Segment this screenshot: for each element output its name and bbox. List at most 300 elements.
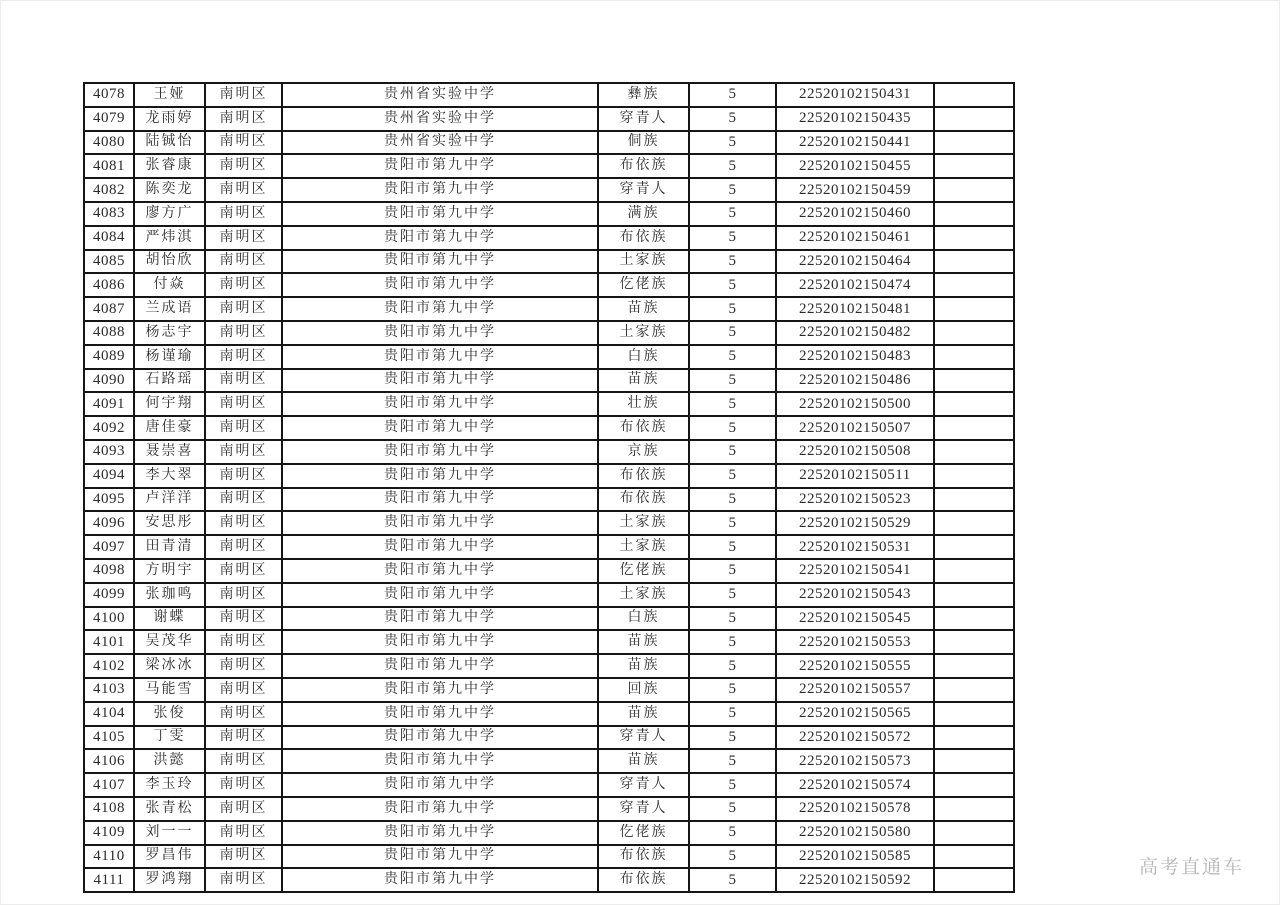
table-cell: 南明区 <box>205 488 282 512</box>
table-cell: 4085 <box>84 250 134 274</box>
table-cell: 贵阳市第九中学 <box>282 726 598 750</box>
table-cell: 安思彤 <box>134 511 205 535</box>
table-row <box>84 607 1014 631</box>
table-cell: 4081 <box>84 154 134 178</box>
table-cell: 布依族 <box>598 154 689 178</box>
table-cell <box>934 630 1014 654</box>
table-row <box>84 83 1014 107</box>
table-cell: 廖方广 <box>134 202 205 226</box>
table-cell: 贵阳市第九中学 <box>282 488 598 512</box>
table-row <box>84 868 1014 892</box>
table-row <box>84 630 1014 654</box>
table-cell: 5 <box>689 107 776 131</box>
table-cell: 梁冰冰 <box>134 654 205 678</box>
table-cell: 5 <box>689 583 776 607</box>
table-cell: 杨志宇 <box>134 321 205 345</box>
table-cell <box>934 654 1014 678</box>
table-cell: 22520102150531 <box>776 535 934 559</box>
table-cell: 贵阳市第九中学 <box>282 559 598 583</box>
table-cell: 4078 <box>84 83 134 107</box>
table-cell: 22520102150573 <box>776 749 934 773</box>
table-cell: 贵阳市第九中学 <box>282 226 598 250</box>
table-cell: 苗族 <box>598 654 689 678</box>
table-cell: 贵阳市第九中学 <box>282 535 598 559</box>
table-cell: 4095 <box>84 488 134 512</box>
table-cell: 4091 <box>84 392 134 416</box>
table-cell: 穿青人 <box>598 178 689 202</box>
table-cell: 贵州省实验中学 <box>282 83 598 107</box>
table-cell: 南明区 <box>205 773 282 797</box>
table-cell: 5 <box>689 250 776 274</box>
table-cell: 5 <box>689 868 776 892</box>
table-cell: 22520102150460 <box>776 202 934 226</box>
table-cell: 5 <box>689 511 776 535</box>
table-cell <box>934 178 1014 202</box>
table-cell: 贵阳市第九中学 <box>282 369 598 393</box>
table-cell: 丁雯 <box>134 726 205 750</box>
table-cell: 22520102150474 <box>776 273 934 297</box>
table-cell: 付焱 <box>134 273 205 297</box>
table-cell <box>934 392 1014 416</box>
table-cell: 贵阳市第九中学 <box>282 250 598 274</box>
table-cell: 4105 <box>84 726 134 750</box>
table-row <box>84 107 1014 131</box>
table-cell: 刘一一 <box>134 821 205 845</box>
table-cell: 4104 <box>84 702 134 726</box>
table-cell <box>934 416 1014 440</box>
table-cell: 南明区 <box>205 607 282 631</box>
table-cell: 22520102150464 <box>776 250 934 274</box>
table-cell: 马能雪 <box>134 678 205 702</box>
table-cell: 5 <box>689 821 776 845</box>
table-cell <box>934 749 1014 773</box>
table-cell: 仡佬族 <box>598 273 689 297</box>
table-cell: 贵阳市第九中学 <box>282 297 598 321</box>
table-cell: 贵阳市第九中学 <box>282 202 598 226</box>
table-cell: 22520102150555 <box>776 654 934 678</box>
table-cell: 谢蝶 <box>134 607 205 631</box>
table-cell: 南明区 <box>205 250 282 274</box>
table-cell: 22520102150572 <box>776 726 934 750</box>
table-row <box>84 821 1014 845</box>
table-cell: 贵阳市第九中学 <box>282 392 598 416</box>
table-cell: 南明区 <box>205 511 282 535</box>
table-cell: 贵阳市第九中学 <box>282 511 598 535</box>
table-cell: 5 <box>689 226 776 250</box>
table-cell: 南明区 <box>205 845 282 869</box>
table-cell: 4110 <box>84 845 134 869</box>
table-cell: 5 <box>689 845 776 869</box>
table-row <box>84 654 1014 678</box>
table-cell <box>934 797 1014 821</box>
table-cell: 穿青人 <box>598 726 689 750</box>
table-cell: 南明区 <box>205 630 282 654</box>
table-cell: 5 <box>689 369 776 393</box>
table-cell <box>934 273 1014 297</box>
table-cell: 5 <box>689 535 776 559</box>
table-cell: 22520102150529 <box>776 511 934 535</box>
table-cell: 贵州省实验中学 <box>282 107 598 131</box>
table-cell: 布依族 <box>598 868 689 892</box>
table-cell: 22520102150565 <box>776 702 934 726</box>
table-cell: 5 <box>689 488 776 512</box>
table-row <box>84 845 1014 869</box>
table-cell: 5 <box>689 345 776 369</box>
table-cell: 张俊 <box>134 702 205 726</box>
table-cell: 南明区 <box>205 702 282 726</box>
table-cell: 5 <box>689 702 776 726</box>
table-cell: 南明区 <box>205 583 282 607</box>
table-cell: 贵阳市第九中学 <box>282 773 598 797</box>
table-row <box>84 131 1014 155</box>
table-cell: 4102 <box>84 654 134 678</box>
table-row <box>84 416 1014 440</box>
table-cell: 南明区 <box>205 107 282 131</box>
table-row <box>84 535 1014 559</box>
table-cell: 22520102150483 <box>776 345 934 369</box>
table-cell: 22520102150507 <box>776 416 934 440</box>
table-cell: 5 <box>689 297 776 321</box>
student-table <box>83 82 1015 893</box>
table-cell: 罗昌伟 <box>134 845 205 869</box>
table-cell <box>934 226 1014 250</box>
table-cell: 4088 <box>84 321 134 345</box>
table-cell: 南明区 <box>205 369 282 393</box>
table-row <box>84 464 1014 488</box>
table-cell: 南明区 <box>205 345 282 369</box>
table-cell: 贵阳市第九中学 <box>282 845 598 869</box>
table-cell: 5 <box>689 797 776 821</box>
table-cell: 22520102150486 <box>776 369 934 393</box>
table-cell: 22520102150580 <box>776 821 934 845</box>
table-cell: 布依族 <box>598 464 689 488</box>
table-cell: 南明区 <box>205 321 282 345</box>
table-row <box>84 749 1014 773</box>
table-cell: 苗族 <box>598 749 689 773</box>
table-cell: 彝族 <box>598 83 689 107</box>
table-cell <box>934 297 1014 321</box>
table-row <box>84 726 1014 750</box>
table-cell <box>934 773 1014 797</box>
table-cell: 严炜淇 <box>134 226 205 250</box>
table-cell: 布依族 <box>598 226 689 250</box>
table-cell: 苗族 <box>598 630 689 654</box>
table-cell: 22520102150553 <box>776 630 934 654</box>
table-cell: 白族 <box>598 607 689 631</box>
table-cell: 何宇翔 <box>134 392 205 416</box>
table-cell: 4101 <box>84 630 134 654</box>
table-cell: 南明区 <box>205 726 282 750</box>
table-cell: 贵阳市第九中学 <box>282 654 598 678</box>
table-cell: 南明区 <box>205 83 282 107</box>
table-cell: 李玉玲 <box>134 773 205 797</box>
table-cell: 5 <box>689 749 776 773</box>
table-cell: 5 <box>689 202 776 226</box>
table-cell <box>934 559 1014 583</box>
table-cell: 22520102150541 <box>776 559 934 583</box>
table-cell <box>934 511 1014 535</box>
table-row <box>84 559 1014 583</box>
table-cell: 22520102150557 <box>776 678 934 702</box>
table-cell: 穿青人 <box>598 773 689 797</box>
table-cell: 4100 <box>84 607 134 631</box>
table-cell: 罗鸿翔 <box>134 868 205 892</box>
table-cell: 4083 <box>84 202 134 226</box>
table-cell: 贵阳市第九中学 <box>282 797 598 821</box>
table-cell: 南明区 <box>205 559 282 583</box>
table-cell <box>934 154 1014 178</box>
table-cell: 22520102150431 <box>776 83 934 107</box>
table-row <box>84 369 1014 393</box>
table-cell: 5 <box>689 321 776 345</box>
table-cell: 5 <box>689 440 776 464</box>
table-cell: 4108 <box>84 797 134 821</box>
table-cell <box>934 345 1014 369</box>
table-cell: 张青松 <box>134 797 205 821</box>
table-cell: 贵阳市第九中学 <box>282 583 598 607</box>
table-cell: 满族 <box>598 202 689 226</box>
table-cell: 5 <box>689 654 776 678</box>
table-cell: 5 <box>689 392 776 416</box>
table-cell: 陆铖怡 <box>134 131 205 155</box>
table-cell <box>934 678 1014 702</box>
table-cell: 布依族 <box>598 488 689 512</box>
table-row <box>84 392 1014 416</box>
table-cell: 布依族 <box>598 845 689 869</box>
table-cell: 22520102150592 <box>776 868 934 892</box>
table-row <box>84 226 1014 250</box>
table-cell: 4097 <box>84 535 134 559</box>
table-cell: 李大翠 <box>134 464 205 488</box>
table-row <box>84 440 1014 464</box>
table-cell: 22520102150500 <box>776 392 934 416</box>
table-cell: 4082 <box>84 178 134 202</box>
table-cell: 22520102150523 <box>776 488 934 512</box>
table-row <box>84 178 1014 202</box>
table-cell: 22520102150508 <box>776 440 934 464</box>
table-cell: 龙雨婷 <box>134 107 205 131</box>
table-cell: 22520102150455 <box>776 154 934 178</box>
table-cell: 白族 <box>598 345 689 369</box>
table-cell: 22520102150459 <box>776 178 934 202</box>
table-cell <box>934 702 1014 726</box>
table-cell: 5 <box>689 773 776 797</box>
table-cell: 穿青人 <box>598 107 689 131</box>
table-cell <box>934 250 1014 274</box>
table-row <box>84 511 1014 535</box>
table-cell: 南明区 <box>205 821 282 845</box>
table-cell: 胡怡欣 <box>134 250 205 274</box>
table-cell: 22520102150545 <box>776 607 934 631</box>
table-row <box>84 488 1014 512</box>
table-cell: 4087 <box>84 297 134 321</box>
table-cell: 南明区 <box>205 131 282 155</box>
table-cell: 南明区 <box>205 749 282 773</box>
table-cell: 方明宇 <box>134 559 205 583</box>
table-cell: 贵阳市第九中学 <box>282 607 598 631</box>
table-cell <box>934 83 1014 107</box>
table-cell: 贵阳市第九中学 <box>282 178 598 202</box>
table-cell: 4111 <box>84 868 134 892</box>
table-cell: 兰成语 <box>134 297 205 321</box>
table-cell: 5 <box>689 559 776 583</box>
table-cell: 土家族 <box>598 321 689 345</box>
table-cell: 南明区 <box>205 535 282 559</box>
table-cell: 侗族 <box>598 131 689 155</box>
table-body <box>84 83 1014 892</box>
table-cell: 5 <box>689 178 776 202</box>
table-row <box>84 250 1014 274</box>
table-cell <box>934 868 1014 892</box>
table-cell: 土家族 <box>598 535 689 559</box>
table-cell <box>934 821 1014 845</box>
table-cell: 贵阳市第九中学 <box>282 749 598 773</box>
table-cell <box>934 107 1014 131</box>
table-cell: 5 <box>689 607 776 631</box>
table-cell: 苗族 <box>598 297 689 321</box>
table-cell: 京族 <box>598 440 689 464</box>
table-cell: 南明区 <box>205 464 282 488</box>
table-cell: 22520102150543 <box>776 583 934 607</box>
table-cell: 贵阳市第九中学 <box>282 464 598 488</box>
table-cell: 4107 <box>84 773 134 797</box>
table-cell: 5 <box>689 630 776 654</box>
table-cell: 5 <box>689 464 776 488</box>
table-cell: 南明区 <box>205 797 282 821</box>
table-cell: 洪懿 <box>134 749 205 773</box>
table-cell: 南明区 <box>205 297 282 321</box>
table-cell: 聂崇喜 <box>134 440 205 464</box>
table-cell: 22520102150574 <box>776 773 934 797</box>
table-cell: 南明区 <box>205 178 282 202</box>
table-cell: 苗族 <box>598 369 689 393</box>
table-cell: 张睿康 <box>134 154 205 178</box>
table-cell: 石路瑶 <box>134 369 205 393</box>
table-cell: 南明区 <box>205 154 282 178</box>
table-cell <box>934 202 1014 226</box>
table-cell: 4096 <box>84 511 134 535</box>
table-cell: 22520102150585 <box>776 845 934 869</box>
table-cell: 田青清 <box>134 535 205 559</box>
table-cell: 南明区 <box>205 868 282 892</box>
table-cell: 南明区 <box>205 202 282 226</box>
table-cell: 布依族 <box>598 416 689 440</box>
table-cell: 5 <box>689 154 776 178</box>
table-cell: 南明区 <box>205 416 282 440</box>
table-cell: 苗族 <box>598 702 689 726</box>
table-row <box>84 321 1014 345</box>
table-cell: 南明区 <box>205 226 282 250</box>
table-cell: 贵阳市第九中学 <box>282 630 598 654</box>
table-cell <box>934 440 1014 464</box>
table-cell: 5 <box>689 273 776 297</box>
table-cell <box>934 488 1014 512</box>
table-cell: 土家族 <box>598 511 689 535</box>
table-row <box>84 297 1014 321</box>
table-cell: 壮族 <box>598 392 689 416</box>
table-cell: 南明区 <box>205 654 282 678</box>
table-row <box>84 773 1014 797</box>
table-cell: 贵阳市第九中学 <box>282 154 598 178</box>
table-cell: 4093 <box>84 440 134 464</box>
table-cell: 4106 <box>84 749 134 773</box>
table-cell: 回族 <box>598 678 689 702</box>
table-cell: 贵阳市第九中学 <box>282 821 598 845</box>
table-cell: 贵州省实验中学 <box>282 131 598 155</box>
table-cell: 4103 <box>84 678 134 702</box>
table-cell: 张珈鸣 <box>134 583 205 607</box>
table-cell: 南明区 <box>205 678 282 702</box>
table-cell: 22520102150511 <box>776 464 934 488</box>
watermark: 高考直通车 <box>1138 857 1244 878</box>
table-cell <box>934 369 1014 393</box>
table-cell: 南明区 <box>205 273 282 297</box>
table-row <box>84 583 1014 607</box>
table-cell: 4094 <box>84 464 134 488</box>
table-cell: 4086 <box>84 273 134 297</box>
table-cell: 土家族 <box>598 250 689 274</box>
table-cell: 5 <box>689 726 776 750</box>
table-cell: 王娅 <box>134 83 205 107</box>
table-cell: 22520102150461 <box>776 226 934 250</box>
table-row <box>84 345 1014 369</box>
table-cell <box>934 583 1014 607</box>
table-cell: 卢洋洋 <box>134 488 205 512</box>
table-cell: 5 <box>689 678 776 702</box>
table-cell: 22520102150578 <box>776 797 934 821</box>
table-cell: 5 <box>689 83 776 107</box>
table-cell: 土家族 <box>598 583 689 607</box>
table-cell <box>934 131 1014 155</box>
table-cell: 4080 <box>84 131 134 155</box>
table-cell: 4109 <box>84 821 134 845</box>
table-cell: 杨谨瑜 <box>134 345 205 369</box>
table-cell: 贵阳市第九中学 <box>282 321 598 345</box>
table-cell: 4084 <box>84 226 134 250</box>
table-row <box>84 797 1014 821</box>
table-cell: 4089 <box>84 345 134 369</box>
table-cell: 仡佬族 <box>598 821 689 845</box>
table-cell: 22520102150435 <box>776 107 934 131</box>
table-row <box>84 273 1014 297</box>
table-cell <box>934 607 1014 631</box>
table-cell: 4098 <box>84 559 134 583</box>
table-row <box>84 702 1014 726</box>
table-row <box>84 202 1014 226</box>
table-cell: 南明区 <box>205 440 282 464</box>
table-cell: 贵阳市第九中学 <box>282 702 598 726</box>
table-cell <box>934 535 1014 559</box>
table-cell: 陈奕龙 <box>134 178 205 202</box>
table-cell <box>934 464 1014 488</box>
table-cell: 4079 <box>84 107 134 131</box>
table-cell: 吴茂华 <box>134 630 205 654</box>
table-cell: 贵阳市第九中学 <box>282 345 598 369</box>
table-cell <box>934 726 1014 750</box>
table-cell: 贵阳市第九中学 <box>282 273 598 297</box>
table-cell: 4092 <box>84 416 134 440</box>
table-cell: 4099 <box>84 583 134 607</box>
table-cell: 22520102150481 <box>776 297 934 321</box>
table-cell: 贵阳市第九中学 <box>282 416 598 440</box>
table-cell: 唐佳豪 <box>134 416 205 440</box>
table-cell <box>934 845 1014 869</box>
table-cell: 22520102150482 <box>776 321 934 345</box>
table-cell: 5 <box>689 131 776 155</box>
table-cell: 4090 <box>84 369 134 393</box>
table-cell <box>934 321 1014 345</box>
table-row <box>84 154 1014 178</box>
